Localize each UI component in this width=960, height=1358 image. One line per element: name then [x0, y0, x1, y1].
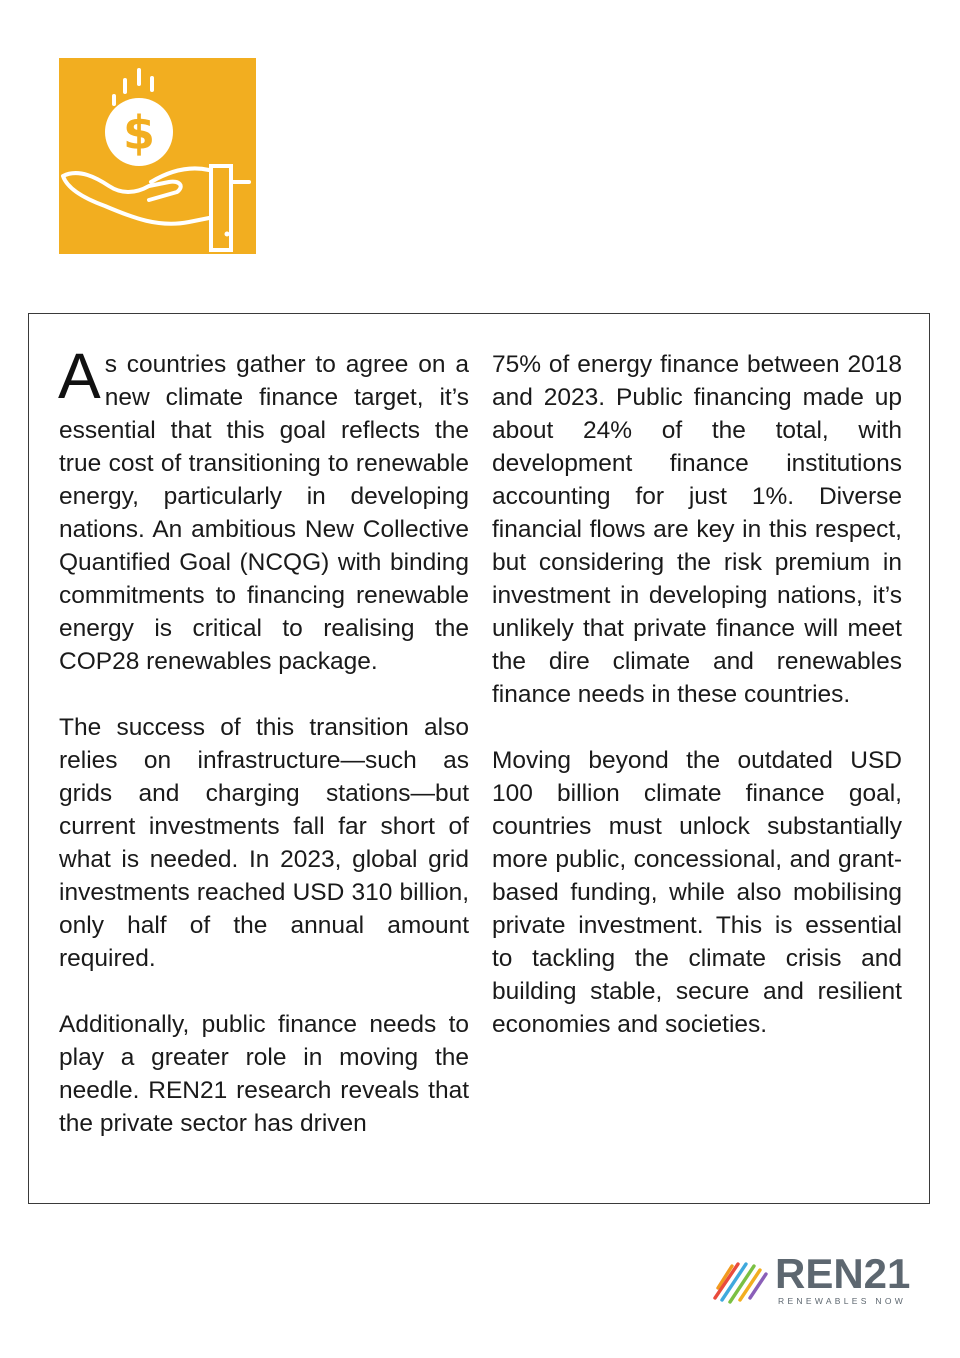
article-frame	[28, 313, 930, 1204]
logo-wordmark: REN21	[775, 1250, 911, 1297]
logo-tagline: RENEWABLES NOW	[778, 1296, 907, 1306]
right-column	[492, 348, 902, 1041]
paragraph-public-finance: Additionally, public finance needs to play a greater role in moving the needle. REN21 research reveals that the private sector has driven	[59, 1011, 469, 1137]
ren21-logo	[712, 1250, 911, 1308]
ren21-stripes-icon	[712, 1258, 772, 1304]
finance-icon-tile	[59, 58, 256, 254]
paragraph-infrastructure: The success of this transition also relies on infrastructure—such as grids and charging stations—but current investments fall far short of what is needed. In 2023, global grid investments reached USD 310 billion, only half of the annual amount required.	[59, 714, 469, 972]
hand-holding-dollar-coin-icon	[59, 58, 256, 254]
left-column	[58, 340, 469, 1140]
drop-cap: A	[58, 340, 101, 412]
paragraph-intro-text: s countries gather to agree on a new climate finance target, it’s essential that this goal reflects the true cost of transitioning to renewable energy, particularly in developing nations. An ambitious New Collective Quantified Goal (NCQG) with binding commitments to financing renewable energy is critical to realising the COP28 renewables package.	[59, 351, 469, 675]
paragraph-intro	[58, 340, 469, 678]
paragraph-conclusion: Moving beyond the outdated USD 100 billion climate finance goal, countries must unlock substantially more public, concessional, and grant-based funding, while also mobilising private investment. This is essential to tackling the climate crisis and building stable, secure and resilient economies and societies.	[492, 747, 902, 1038]
paragraph-finance-shares: 75% of energy finance between 2018 and 2023. Public financing made up about 24% of the total, with development finance institutions accounting for just 1%. Diverse financial flows are key in this respect, but considering the risk premium in investment in developing nations, it’s unlikely that private finance will meet the dire climate and renewables finance needs in these countries.	[492, 351, 902, 708]
svg-text:$: $	[122, 106, 156, 160]
